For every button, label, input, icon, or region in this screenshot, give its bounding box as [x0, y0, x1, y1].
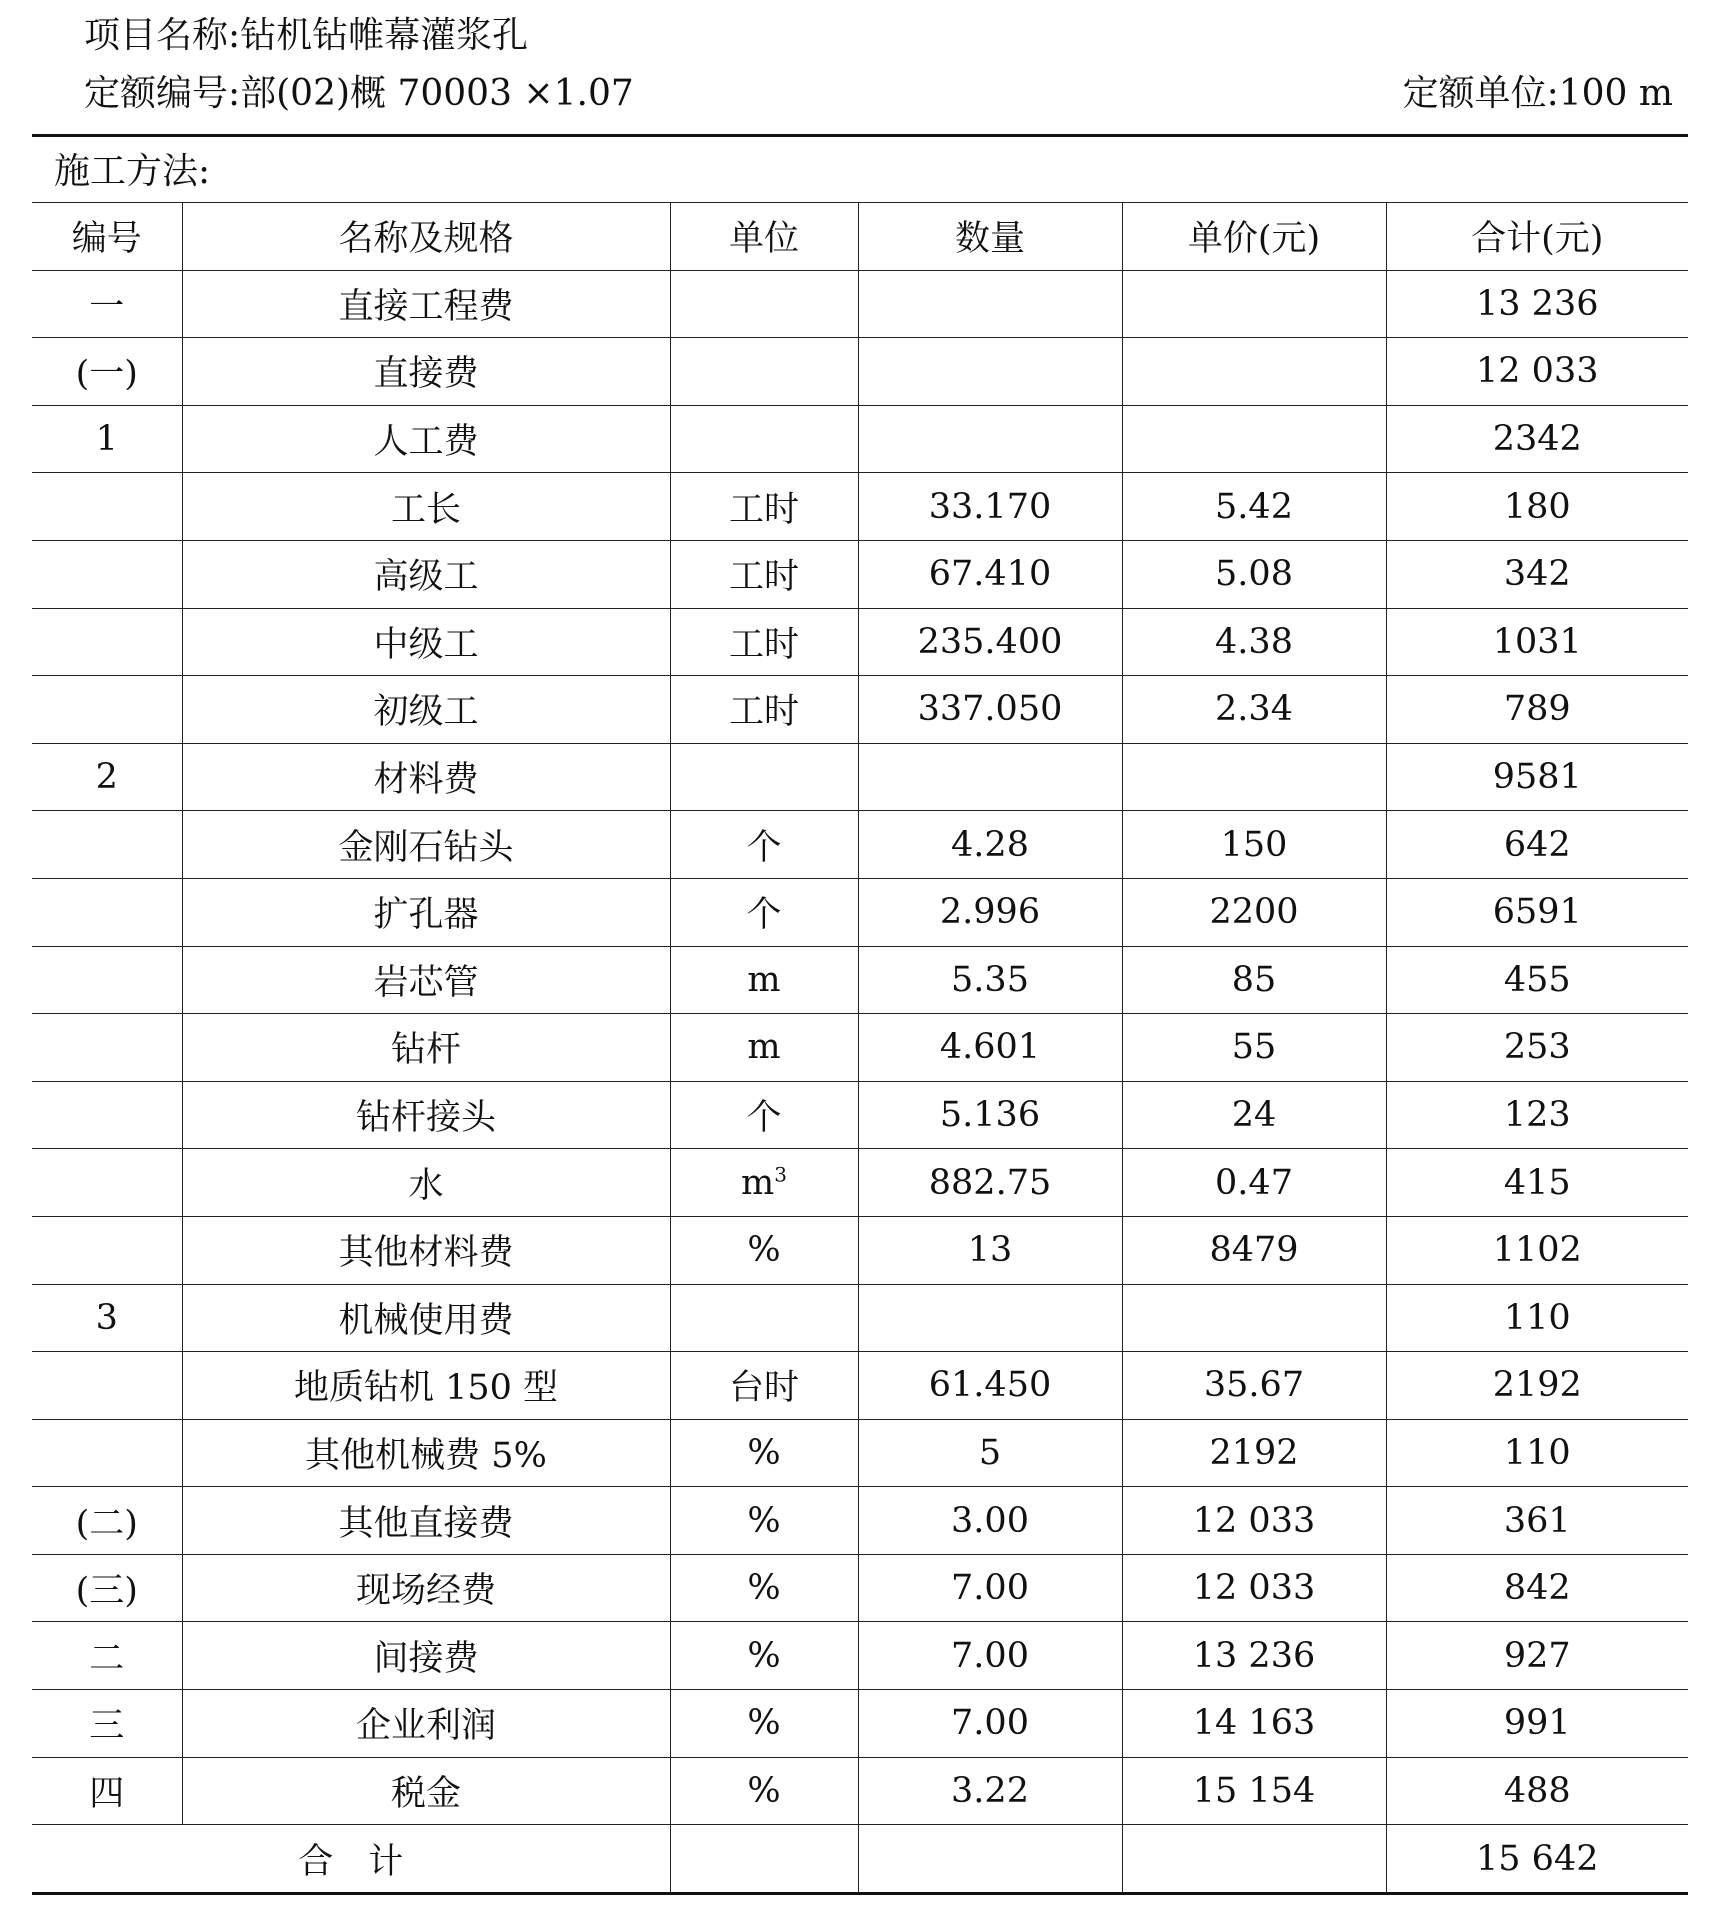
cell-price	[1122, 1554, 1386, 1622]
cell-total	[1386, 1757, 1688, 1825]
cell-qty-text: 2.996	[939, 892, 1041, 933]
cell-no	[32, 878, 182, 946]
cell-qty	[858, 608, 1122, 676]
cell-name	[182, 473, 670, 541]
cell-total-text: 642	[1503, 824, 1571, 865]
table-row	[32, 608, 1688, 676]
cell-no	[32, 811, 182, 879]
cell-no	[32, 540, 182, 608]
cell-unit	[670, 1284, 858, 1352]
cell-price-text: 12 033	[1192, 1500, 1316, 1541]
table-row	[32, 1081, 1688, 1149]
cell-name-text: 机械使用费	[338, 1300, 514, 1341]
cell-total	[1386, 1284, 1688, 1352]
table-row	[32, 1149, 1688, 1217]
column-header-name: 名称及规格	[182, 203, 670, 271]
cell-unit-text: 个	[746, 827, 782, 868]
cell-unit-text: %	[747, 1770, 781, 1811]
cell-unit	[670, 1757, 858, 1825]
cell-qty	[858, 743, 1122, 811]
cell-name-text: 其他机械费 5%	[305, 1435, 547, 1476]
cell-unit	[670, 1690, 858, 1758]
cell-no	[32, 1284, 182, 1352]
cell-qty-text: 4.28	[951, 824, 1029, 865]
table-row	[32, 1690, 1688, 1758]
cell-qty-text: 235.400	[917, 621, 1063, 662]
top-rule	[32, 134, 1688, 137]
cell-name-text: 岩芯管	[373, 962, 479, 1003]
cell-unit-text: 工时	[728, 624, 799, 665]
cell-qty-text: 337.050	[917, 689, 1063, 730]
column-header-qty: 数量	[858, 203, 1122, 271]
cell-no	[32, 1554, 182, 1622]
cell-name-text: 扩孔器	[373, 895, 479, 936]
cell-unit	[670, 473, 858, 541]
cell-name	[182, 946, 670, 1014]
cell-no	[32, 608, 182, 676]
cell-unit	[670, 878, 858, 946]
cell-name	[182, 1149, 670, 1217]
table-row	[32, 946, 1688, 1014]
cell-total	[1386, 473, 1688, 541]
table-row	[32, 1622, 1688, 1690]
cell-price-text: 5.42	[1215, 486, 1293, 527]
cell-price-text: 2.34	[1215, 689, 1293, 730]
table-row	[32, 676, 1688, 744]
cell-total-text: 455	[1503, 959, 1571, 1000]
cell-no	[32, 1622, 182, 1690]
cell-no	[32, 1081, 182, 1149]
cell-qty	[858, 1352, 1122, 1420]
cell-total-text: 1102	[1492, 1230, 1582, 1271]
cell-name-text: 直接工程费	[338, 286, 514, 327]
cell-total	[1386, 405, 1688, 473]
cell-total	[1386, 676, 1688, 744]
table-row	[32, 1352, 1688, 1420]
cell-no-text: 四	[89, 1773, 125, 1814]
cell-price-text: 35.67	[1203, 1365, 1305, 1406]
cell-total-text: 842	[1503, 1568, 1571, 1609]
cell-unit-text: m	[741, 1162, 775, 1203]
cell-unit-text: %	[747, 1432, 781, 1473]
cell-total-text: 488	[1503, 1770, 1571, 1811]
cell-name-text: 中级工	[373, 624, 479, 665]
cell-qty	[858, 1284, 1122, 1352]
cell-total-text: 415	[1503, 1162, 1571, 1203]
cell-total-text: 1031	[1492, 621, 1582, 662]
cell-no	[32, 1216, 182, 1284]
cell-no-text: 一	[89, 286, 125, 327]
cell-total-text: 110	[1503, 1432, 1571, 1473]
cell-price-text: 0.47	[1215, 1162, 1293, 1203]
cell-qty	[858, 878, 1122, 946]
cell-no	[32, 676, 182, 744]
cell-total	[1386, 338, 1688, 406]
column-header-unit: 单位	[670, 203, 858, 271]
cell-unit-text: 个	[746, 895, 782, 936]
cell-no	[32, 338, 182, 406]
cell-price	[1122, 1419, 1386, 1487]
cell-total-text: 110	[1503, 1297, 1571, 1338]
cell-price-text: 5.08	[1215, 554, 1293, 595]
total-row	[32, 1825, 1688, 1894]
cell-price-text: 2192	[1209, 1432, 1299, 1473]
cell-total-text: 789	[1503, 689, 1571, 730]
cell-unit-text: %	[747, 1230, 781, 1271]
cell-unit	[670, 540, 858, 608]
cell-name	[182, 878, 670, 946]
cell-qty-text: 7.00	[951, 1635, 1029, 1676]
cell-qty-text: 33.170	[928, 486, 1052, 527]
cell-no	[32, 1487, 182, 1555]
quota-table	[32, 202, 1688, 1895]
cell-qty	[858, 338, 1122, 406]
cell-total-text: 123	[1503, 1095, 1571, 1136]
cell-name	[182, 608, 670, 676]
cell-total-text: 12 033	[1476, 351, 1599, 392]
table-row	[32, 405, 1688, 473]
cell-name-text: 高级工	[373, 557, 479, 598]
cell-name-text: 企业利润	[355, 1706, 496, 1747]
cell-price-text: 14 163	[1192, 1703, 1316, 1744]
cell-no	[32, 1352, 182, 1420]
cell-total	[1386, 1014, 1688, 1082]
cell-unit	[670, 405, 858, 473]
cell-price-text: 8479	[1209, 1230, 1299, 1271]
cell-name-text: 钻杆接头	[355, 1098, 496, 1139]
cell-unit	[670, 1352, 858, 1420]
table-row	[32, 1487, 1688, 1555]
cell-qty	[858, 1216, 1122, 1284]
cell-no	[32, 1690, 182, 1758]
cell-name-text: 现场经费	[355, 1571, 496, 1612]
cell-name	[182, 1487, 670, 1555]
table-header-row	[32, 203, 1688, 271]
cell-unit-text: %	[747, 1635, 781, 1676]
cell-no-text: (一)	[75, 354, 138, 395]
cell-price	[1122, 1622, 1386, 1690]
cell-qty-text: 67.410	[928, 554, 1052, 595]
cell-unit	[670, 1081, 858, 1149]
cell-qty-text: 13	[967, 1230, 1013, 1271]
cell-price	[1122, 540, 1386, 608]
cell-no	[32, 1757, 182, 1825]
cell-qty	[858, 1622, 1122, 1690]
cell-qty	[858, 405, 1122, 473]
cell-unit	[670, 1419, 858, 1487]
cell-qty	[858, 811, 1122, 879]
cell-name-text: 人工费	[373, 422, 479, 463]
cell-price	[1122, 811, 1386, 879]
cell-price	[1122, 608, 1386, 676]
cell-name	[182, 1081, 670, 1149]
cell-price-text: 55	[1231, 1027, 1277, 1068]
cell-name	[182, 1216, 670, 1284]
cell-qty	[858, 1081, 1122, 1149]
table-row	[32, 1284, 1688, 1352]
cell-unit	[670, 1554, 858, 1622]
cell-unit-text: %	[747, 1568, 781, 1609]
cell-name-text: 其他直接费	[338, 1503, 514, 1544]
column-header-price: 单价(元)	[1122, 203, 1386, 271]
cell-unit-text: m	[747, 1027, 781, 1068]
cell-no-text: (二)	[75, 1503, 138, 1544]
cell-total-text: 991	[1503, 1703, 1571, 1744]
cell-total	[1386, 1352, 1688, 1420]
cell-unit	[670, 270, 858, 338]
cell-no	[32, 1419, 182, 1487]
cell-total	[1386, 1216, 1688, 1284]
cell-total	[1386, 1622, 1688, 1690]
cell-qty	[858, 473, 1122, 541]
cell-qty-text: 5	[978, 1432, 1002, 1473]
cell-qty	[858, 1757, 1122, 1825]
total-label: 合 计	[32, 1825, 670, 1894]
cell-qty	[858, 946, 1122, 1014]
cell-qty	[858, 1554, 1122, 1622]
cell-no-text: 三	[89, 1706, 125, 1747]
cell-unit	[670, 1622, 858, 1690]
table-row	[32, 1757, 1688, 1825]
cell-qty	[858, 676, 1122, 744]
cell-no-text: 2	[95, 757, 118, 798]
table-body	[32, 270, 1688, 1893]
table-row	[32, 743, 1688, 811]
cell-total	[1386, 811, 1688, 879]
quota-code: 定额编号:部(02)概 70003 ×1.07	[84, 73, 634, 114]
cell-no-text: 1	[95, 419, 118, 460]
cell-unit-text: m	[747, 959, 781, 1000]
cell-name-text: 其他材料费	[338, 1233, 514, 1274]
cell-name-text: 工长	[390, 489, 461, 530]
grand-total: 15 642	[1386, 1825, 1688, 1894]
cell-qty-text: 61.450	[928, 1365, 1052, 1406]
cell-total	[1386, 1081, 1688, 1149]
cell-no	[32, 743, 182, 811]
table-row	[32, 540, 1688, 608]
cell-name-text: 直接费	[373, 354, 479, 395]
cell-unit-text: %	[747, 1703, 781, 1744]
cell-no	[32, 405, 182, 473]
cell-total-text: 9581	[1492, 757, 1582, 798]
cell-unit-text: %	[747, 1500, 781, 1541]
cell-qty-text: 4.601	[939, 1027, 1041, 1068]
cell-name-text: 水	[408, 1165, 444, 1206]
cell-qty-text: 882.75	[928, 1162, 1052, 1203]
cell-qty	[858, 1419, 1122, 1487]
cell-qty	[858, 1825, 1122, 1894]
cell-total-text: 2192	[1492, 1365, 1582, 1406]
cell-total	[1386, 743, 1688, 811]
cell-no-text: (三)	[75, 1571, 138, 1612]
cell-unit-text: 工时	[728, 557, 799, 598]
cell-total	[1386, 1554, 1688, 1622]
cell-qty	[858, 540, 1122, 608]
cell-name	[182, 1622, 670, 1690]
cell-price-text: 4.38	[1215, 621, 1293, 662]
cell-unit-text: 工时	[728, 692, 799, 733]
cell-no-text: 3	[95, 1297, 118, 1338]
cell-unit-text: 工时	[728, 489, 799, 530]
cell-unit	[670, 338, 858, 406]
cell-no	[32, 946, 182, 1014]
cell-name-text: 钻杆	[390, 1030, 461, 1071]
cell-unit	[670, 946, 858, 1014]
cell-name	[182, 540, 670, 608]
cell-unit-text: 个	[746, 1098, 782, 1139]
cell-total-text: 361	[1503, 1500, 1571, 1541]
cell-price-text: 13 236	[1192, 1635, 1316, 1676]
cell-name	[182, 1554, 670, 1622]
cell-price-text: 150	[1220, 824, 1288, 865]
construction-method-label: 施工方法:	[54, 151, 211, 192]
cell-total-text: 342	[1503, 554, 1571, 595]
cell-no	[32, 473, 182, 541]
cell-name-text: 税金	[390, 1773, 461, 1814]
cell-name	[182, 1014, 670, 1082]
cell-price	[1122, 1352, 1386, 1420]
cell-total	[1386, 270, 1688, 338]
cell-name	[182, 743, 670, 811]
table-row	[32, 338, 1688, 406]
column-header-no: 编号	[32, 203, 182, 271]
cell-total-text: 6591	[1492, 892, 1582, 933]
cell-price	[1122, 1149, 1386, 1217]
cell-total-text: 180	[1503, 486, 1571, 527]
cell-price	[1122, 946, 1386, 1014]
cell-price-text: 12 033	[1192, 1568, 1316, 1609]
cell-total-text: 927	[1503, 1635, 1571, 1676]
cell-qty	[858, 270, 1122, 338]
cell-total	[1386, 878, 1688, 946]
cell-name	[182, 1352, 670, 1420]
cell-total-text: 2342	[1492, 419, 1582, 460]
cell-qty	[858, 1014, 1122, 1082]
cell-name	[182, 338, 670, 406]
cell-price	[1122, 1757, 1386, 1825]
cell-price	[1122, 1487, 1386, 1555]
cell-price	[1122, 1690, 1386, 1758]
cell-qty-text: 5.136	[939, 1095, 1041, 1136]
table-row	[32, 878, 1688, 946]
cell-total	[1386, 946, 1688, 1014]
cell-qty-text: 5.35	[951, 959, 1029, 1000]
cell-name-text: 间接费	[373, 1638, 479, 1679]
cell-qty-text: 7.00	[951, 1703, 1029, 1744]
cell-price	[1122, 338, 1386, 406]
table-row	[32, 270, 1688, 338]
cell-price	[1122, 473, 1386, 541]
cell-price	[1122, 743, 1386, 811]
unit-superscript: 3	[774, 1161, 787, 1186]
cell-unit	[670, 608, 858, 676]
cell-price	[1122, 405, 1386, 473]
cell-total-text: 13 236	[1476, 283, 1599, 324]
cell-qty-text: 3.22	[951, 1770, 1029, 1811]
cell-price-text: 24	[1231, 1095, 1277, 1136]
cell-qty	[858, 1487, 1122, 1555]
cell-total	[1386, 1419, 1688, 1487]
cell-name-text: 地质钻机 150 型	[293, 1368, 559, 1409]
cell-unit	[670, 1014, 858, 1082]
table-row	[32, 1216, 1688, 1284]
cell-price	[1122, 1081, 1386, 1149]
cell-total	[1386, 1149, 1688, 1217]
cell-name-text: 金刚石钻头	[338, 827, 514, 868]
cell-price	[1122, 676, 1386, 744]
table-row	[32, 811, 1688, 879]
cell-price-text: 15 154	[1192, 1770, 1316, 1811]
cell-name	[182, 811, 670, 879]
cell-name	[182, 676, 670, 744]
cell-no	[32, 270, 182, 338]
cell-name	[182, 405, 670, 473]
cell-total	[1386, 540, 1688, 608]
cell-unit-text: 台时	[728, 1368, 799, 1409]
cell-name	[182, 1419, 670, 1487]
cell-unit	[670, 1149, 858, 1217]
cell-qty-text: 3.00	[951, 1500, 1029, 1541]
cell-unit	[670, 1825, 858, 1894]
cell-price	[1122, 1216, 1386, 1284]
cell-total	[1386, 608, 1688, 676]
cell-qty	[858, 1690, 1122, 1758]
cell-unit	[670, 1216, 858, 1284]
cell-no-text: 二	[89, 1638, 125, 1679]
cell-price	[1122, 270, 1386, 338]
cell-price	[1122, 1014, 1386, 1082]
cell-name	[182, 1690, 670, 1758]
cell-name	[182, 1757, 670, 1825]
column-header-total: 合计(元)	[1386, 203, 1688, 271]
cell-name	[182, 1284, 670, 1352]
cell-name-text: 材料费	[373, 760, 479, 801]
cell-price	[1122, 1284, 1386, 1352]
cell-no	[32, 1149, 182, 1217]
cell-unit	[670, 1487, 858, 1555]
cell-unit	[670, 811, 858, 879]
cell-name-text: 初级工	[373, 692, 479, 733]
cell-unit	[670, 743, 858, 811]
cell-name	[182, 270, 670, 338]
cell-price-text: 85	[1231, 959, 1277, 1000]
cell-total	[1386, 1487, 1688, 1555]
cell-price	[1122, 878, 1386, 946]
cell-qty	[858, 1149, 1122, 1217]
cell-no	[32, 1014, 182, 1082]
cell-price-text: 2200	[1209, 892, 1299, 933]
cell-total-text: 253	[1503, 1027, 1571, 1068]
project-name: 项目名称:钻机钻帷幕灌浆孔	[84, 15, 529, 56]
table-row	[32, 473, 1688, 541]
table-row	[32, 1419, 1688, 1487]
cell-total	[1386, 1690, 1688, 1758]
cell-qty-text: 7.00	[951, 1568, 1029, 1609]
quota-unit: 定额单位:100 m	[1402, 73, 1673, 114]
cell-unit	[670, 676, 858, 744]
table-row	[32, 1014, 1688, 1082]
table-row	[32, 1554, 1688, 1622]
cell-price	[1122, 1825, 1386, 1894]
